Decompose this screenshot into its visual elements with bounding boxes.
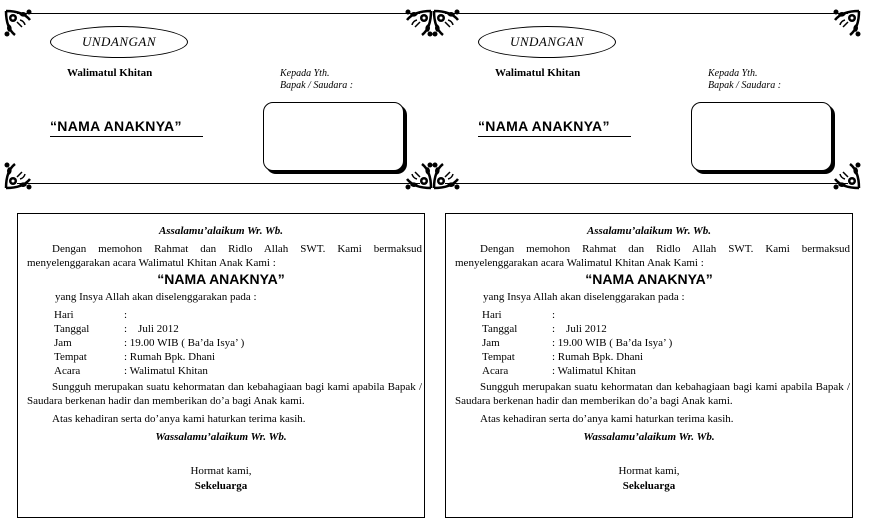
- detail-value: : 19.00 WIB ( Ba’da Isya’ ): [124, 337, 245, 349]
- signature: Sekeluarga: [622, 480, 676, 492]
- corner-ornament-icon: [3, 161, 33, 191]
- regards: Hormat kami,: [618, 465, 680, 477]
- corner-ornament-icon: [431, 8, 461, 38]
- recipient-label: [280, 68, 353, 92]
- child-name: “NAMA ANAKNYA”: [585, 271, 713, 287]
- detail-row: [54, 322, 384, 336]
- name-underline: [50, 136, 203, 137]
- child-name: “NAMA ANAKNYA”: [50, 118, 182, 134]
- detail-label: Acara: [482, 365, 509, 377]
- schedule-intro: yang Insya Allah akan diselenggarakan pada :: [55, 291, 257, 303]
- detail-row: [482, 350, 812, 364]
- detail-value: :: [552, 309, 556, 321]
- detail-label: Jam: [54, 337, 72, 349]
- corner-ornament-icon: [832, 8, 862, 38]
- intro-line-2: menyelenggarakan acara Walimatul Khitan Anak Kami :: [455, 257, 704, 269]
- name-underline: [478, 136, 631, 137]
- detail-label: Hari: [482, 309, 502, 321]
- intro-text: [27, 242, 422, 270]
- detail-label: Tempat: [54, 351, 87, 363]
- farewell: Wassalamu’alaikum Wr. Wb.: [583, 431, 715, 443]
- detail-row: [482, 308, 812, 322]
- closing-paragraph: Sungguh merupakan suatu kehormatan dan kebahagiaan bagi kami apabila Bapak / Saudara berkenan hadir dan memberikan do’a bagi Anak kami.: [455, 381, 850, 407]
- detail-row: [482, 322, 812, 336]
- corner-ornament-icon: [832, 161, 862, 191]
- address-box: [691, 102, 832, 171]
- detail-label: Tempat: [482, 351, 515, 363]
- recipient-label: [708, 68, 781, 92]
- detail-row: [54, 350, 384, 364]
- corner-ornament-icon: [3, 8, 33, 38]
- detail-row: [54, 308, 384, 322]
- detail-value: : Walimatul Khitan: [124, 365, 208, 377]
- envelope-card: [17, 13, 420, 184]
- bapak-text: Bapak / Saudara :: [280, 80, 354, 91]
- greeting: Assalamu’alaikum Wr. Wb.: [158, 225, 284, 237]
- address-box: [263, 102, 404, 171]
- detail-value: : 19.00 WIB ( Ba’da Isya’ ): [552, 337, 673, 349]
- detail-value: : Juli 2012: [124, 323, 179, 335]
- corner-ornament-icon: [431, 161, 461, 191]
- thanks-text: Atas kehadiran serta do’anya kami haturkan terima kasih.: [480, 413, 734, 425]
- detail-label: Hari: [54, 309, 74, 321]
- event-name: Walimatul Khitan: [67, 67, 153, 79]
- child-name: “NAMA ANAKNYA”: [478, 118, 610, 134]
- kepada-text: Kepada Yth.: [708, 68, 758, 79]
- envelope-card: [445, 13, 848, 184]
- signature: Sekeluarga: [194, 480, 248, 492]
- detail-value: :: [124, 309, 128, 321]
- kepada-text: Kepada Yth.: [280, 68, 330, 79]
- detail-value: : Juli 2012: [552, 323, 607, 335]
- detail-label: Acara: [54, 365, 81, 377]
- intro-text: [455, 242, 850, 270]
- intro-line-1: Dengan memohon Rahmat dan Ridlo Allah SWT. Kami bermaksud: [480, 243, 850, 255]
- detail-value: : Rumah Bpk. Dhani: [124, 351, 216, 363]
- event-name: Walimatul Khitan: [495, 67, 581, 79]
- detail-label: Tanggal: [54, 323, 90, 335]
- invitation-left: [0, 0, 420, 526]
- detail-value: : Walimatul Khitan: [552, 365, 636, 377]
- detail-label: Jam: [482, 337, 500, 349]
- invitation-title: UNDANGAN: [478, 26, 616, 58]
- invitation-body: [17, 213, 425, 518]
- intro-line-1: Dengan memohon Rahmat dan Ridlo Allah SWT. Kami bermaksud: [52, 243, 422, 255]
- intro-line-2: menyelenggarakan acara Walimatul Khitan Anak Kami :: [27, 257, 276, 269]
- greeting: Assalamu’alaikum Wr. Wb.: [586, 225, 712, 237]
- invitation-body: [445, 213, 853, 518]
- detail-label: Tanggal: [482, 323, 518, 335]
- regards: Hormat kami,: [190, 465, 252, 477]
- schedule-intro: yang Insya Allah akan diselenggarakan pada :: [483, 291, 685, 303]
- farewell: Wassalamu’alaikum Wr. Wb.: [155, 431, 287, 443]
- thanks-text: Atas kehadiran serta do’anya kami haturkan terima kasih.: [52, 413, 306, 425]
- invitation-right: [428, 0, 848, 526]
- detail-value: : Rumah Bpk. Dhani: [552, 351, 644, 363]
- detail-row: [54, 336, 384, 350]
- closing-paragraph: Sungguh merupakan suatu kehormatan dan kebahagiaan bagi kami apabila Bapak / Saudara berkenan hadir dan memberikan do’a bagi Anak kami.: [27, 381, 422, 407]
- detail-row: [54, 364, 384, 378]
- detail-row: [482, 364, 812, 378]
- child-name: “NAMA ANAKNYA”: [157, 271, 285, 287]
- detail-row: [482, 336, 812, 350]
- bapak-text: Bapak / Saudara :: [708, 80, 782, 91]
- invitation-title: UNDANGAN: [50, 26, 188, 58]
